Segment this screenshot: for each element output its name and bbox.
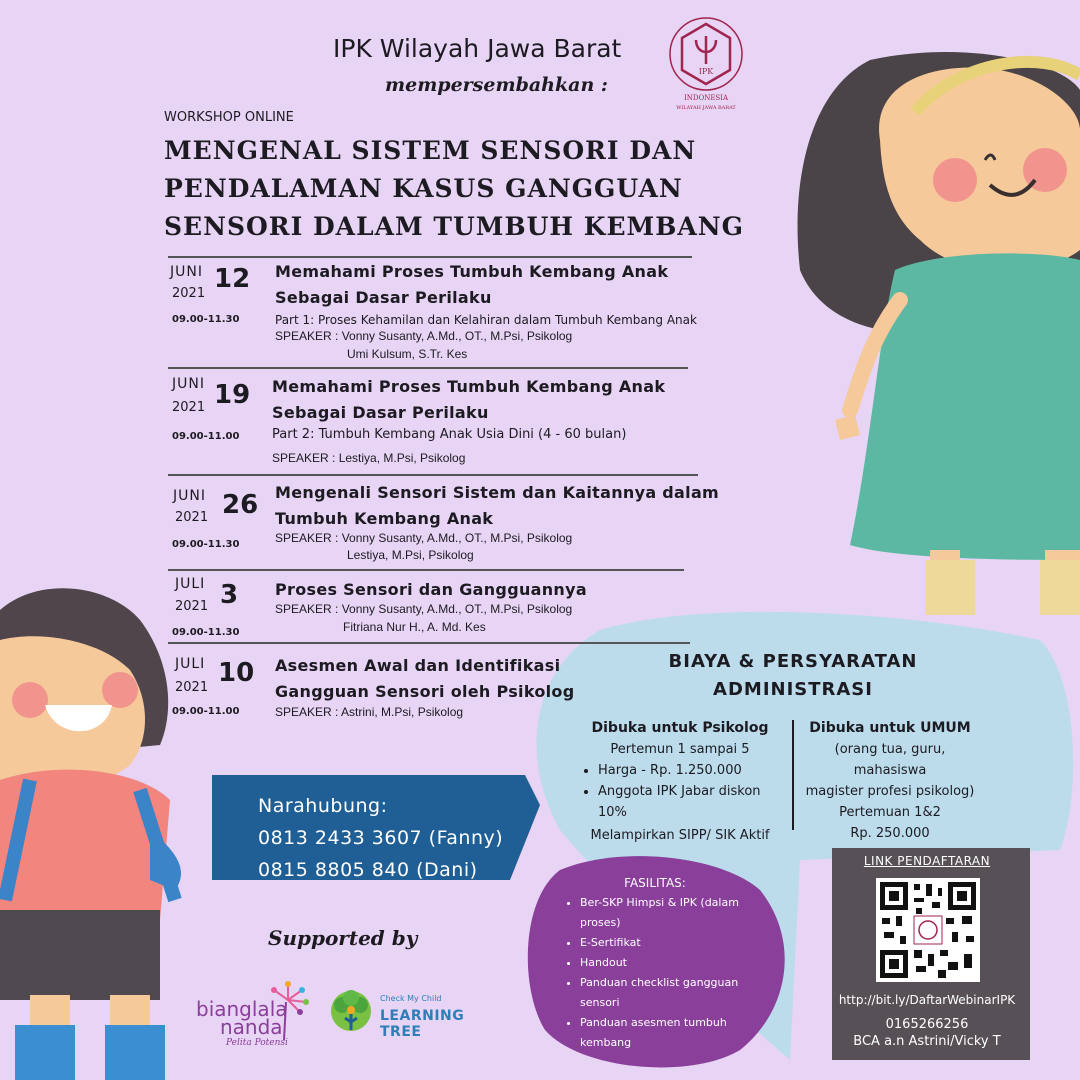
session-speaker: SPEAKER : Vonny Susanty, A.Md., OT., M.Psi, Psikolog (275, 531, 573, 545)
session-time: 09.00-11.30 (172, 314, 240, 325)
psikolog-line: Pertemun 1 sampai 5 (610, 742, 750, 757)
session-speaker: SPEAKER : Astrini, M.Psi, Psikolog (275, 705, 464, 719)
session-title-line: Mengenali Sensori Sistem dan Kaitannya dalam (275, 483, 720, 502)
umum-line: Rp. 250.000 (850, 826, 930, 841)
registration-title: LINK PENDAFTARAN (863, 854, 991, 868)
session-month: JUNI (172, 376, 205, 392)
session-year: 2021 (175, 510, 209, 525)
bianglala-text: bianglala (196, 997, 288, 1021)
workshop-title-line: PENDALAMAN KASUS GANGGUAN (164, 174, 683, 203)
psikolog-bullet: • Harga - Rp. 1.250.000 (598, 760, 788, 781)
registration-url[interactable]: http://bit.ly/DaftarWebinarIPK (838, 993, 1016, 1007)
fees-title-line: BIAYA & PERSYARATAN (668, 651, 918, 672)
session-title-line: Tumbuh Kembang Anak (275, 509, 494, 528)
org-title: IPK Wilayah Jawa Barat (333, 34, 622, 63)
workshop-title (164, 132, 744, 246)
svg-text:WILAYAH JAWA BARAT: WILAYAH JAWA BARAT (676, 105, 736, 111)
bianglala-nanda-logo (196, 980, 321, 1055)
session-speaker: SPEAKER : Vonny Susanty, A.Md., OT., M.Psi, Psikolog (275, 329, 573, 343)
nanda-text: nanda (220, 1015, 283, 1039)
facilities-title: FASILITAS: (624, 876, 686, 890)
psikolog-note: Melampirkan SIPP/ SIK Aktif (590, 828, 770, 843)
session-year: 2021 (175, 599, 209, 614)
umum-line: Pertemuan 1&2 (839, 805, 941, 820)
session-time: 09.00-11.30 (172, 539, 240, 550)
session-title (275, 653, 574, 705)
ipk-logo (664, 12, 748, 112)
registration-bank (832, 1016, 1022, 1050)
session-speaker-2: Fitriana Nur H., A. Md. Kes (343, 620, 486, 634)
session-speaker-2: Umi Kulsum, S.Tr. Kes (347, 347, 468, 361)
session-title-line: Proses Sensori dan Gangguannya (275, 580, 587, 599)
umum-line: (orang tua, guru, mahasiswa (834, 742, 946, 778)
session-title (275, 577, 587, 603)
session-speaker: SPEAKER : Vonny Susanty, A.Md., OT., M.Psi, Psikolog (275, 602, 573, 616)
fees-umum (800, 718, 980, 844)
session-day: 10 (218, 658, 255, 688)
session-divider (168, 642, 690, 644)
session-title (275, 480, 719, 532)
session-subtitle: Part 2: Tumbuh Kembang Anak Usia Dini (4 - 60 bulan) (272, 427, 627, 442)
session-day: 19 (214, 380, 251, 410)
session-title-line: Memahami Proses Tumbuh Kembang Anak (272, 377, 666, 396)
session-month: JUNI (170, 264, 203, 280)
session-day: 3 (220, 580, 239, 610)
facility-item: • Handout (580, 953, 750, 973)
session-title (275, 259, 668, 311)
presents-text: mempersembahkan : (385, 74, 608, 96)
session-speaker-2: Lestiya, M.Psi, Psikolog (347, 548, 474, 562)
session-title-line: Gangguan Sensori oleh Psikolog (275, 682, 575, 701)
facility-item: • Panduan asesmen tumbuh kembang (580, 1013, 750, 1053)
session-year: 2021 (175, 680, 209, 695)
session-subtitle: Part 1: Proses Kehamilan dan Kelahiran dalam Tumbuh Kembang Anak (275, 313, 697, 327)
contact-block (258, 790, 503, 886)
session-year: 2021 (172, 286, 206, 301)
session-divider (168, 256, 692, 258)
session-title-line: Sebagai Dasar Perilaku (275, 288, 492, 307)
psikolog-bullets (572, 760, 788, 823)
session-title-line: Sebagai Dasar Perilaku (272, 403, 489, 422)
session-day: 12 (214, 264, 251, 294)
bank-account-number: 0165266256 (885, 1017, 969, 1032)
workshop-kind: WORKSHOP ONLINE (164, 110, 294, 125)
contact-phone-2[interactable]: 0815 8805 840 (Dani) (258, 859, 478, 881)
fees-title-line: ADMINISTRASI (713, 679, 873, 700)
session-year: 2021 (172, 400, 206, 415)
bank-account-name: BCA a.n Astrini/Vicky T (853, 1034, 1001, 1049)
facilities-block (560, 873, 750, 1053)
tree-icon (328, 988, 374, 1034)
session-title-line: Asesmen Awal dan Identifikasi (275, 656, 561, 675)
session-day: 26 (222, 490, 259, 520)
learning-tree-name: LEARNING TREE (380, 1008, 465, 1040)
facility-item: • Panduan checklist gangguan sensori (580, 973, 750, 1013)
session-divider (168, 569, 684, 571)
boy-illustration (0, 588, 181, 1080)
session-time: 09.00-11.00 (172, 706, 240, 717)
session-time: 09.00-11.00 (172, 431, 240, 442)
bianglala-tagline: Pelita Potensi (226, 1038, 288, 1048)
facility-item: • E-Sertifikat (580, 933, 750, 953)
session-time: 09.00-11.30 (172, 627, 240, 638)
learning-tree-logo (328, 988, 508, 1038)
supported-by-label: Supported by (268, 926, 418, 950)
svg-text:INDONESIA: INDONESIA (683, 94, 729, 102)
psikolog-heading: Dibuka untuk Psikolog (591, 720, 769, 736)
umum-heading: Dibuka untuk UMUM (809, 720, 971, 736)
girl-illustration (798, 52, 1080, 615)
fees-psikolog (572, 718, 788, 846)
svg-text:IPK: IPK (698, 67, 714, 76)
session-speaker: SPEAKER : Lestiya, M.Psi, Psikolog (272, 451, 466, 465)
qr-code-icon[interactable] (876, 878, 980, 982)
fees-title (640, 648, 946, 704)
session-divider (168, 474, 698, 476)
workshop-title-line: MENGENAL SISTEM SENSORI DAN (164, 136, 697, 165)
session-divider (168, 367, 688, 369)
facilities-list (560, 893, 750, 1053)
umum-line: magister profesi psikolog) (805, 784, 975, 799)
contact-label: Narahubung: (258, 795, 388, 817)
facility-item: • Ber-SKP Himpsi & IPK (dalam proses) (580, 893, 750, 933)
contact-phone-1[interactable]: 0813 2433 3607 (Fanny) (258, 827, 504, 849)
learning-tree-small: Check My Child (380, 994, 442, 1003)
fees-divider (792, 720, 794, 830)
psikolog-bullet: • Anggota IPK Jabar diskon 10% (598, 781, 788, 823)
session-month: JULI (175, 576, 206, 592)
session-title (272, 374, 665, 426)
session-title-line: Memahami Proses Tumbuh Kembang Anak (275, 262, 669, 281)
session-month: JULI (175, 656, 206, 672)
session-month: JUNI (173, 488, 206, 504)
workshop-title-line: SENSORI DALAM TUMBUH KEMBANG (164, 212, 744, 241)
